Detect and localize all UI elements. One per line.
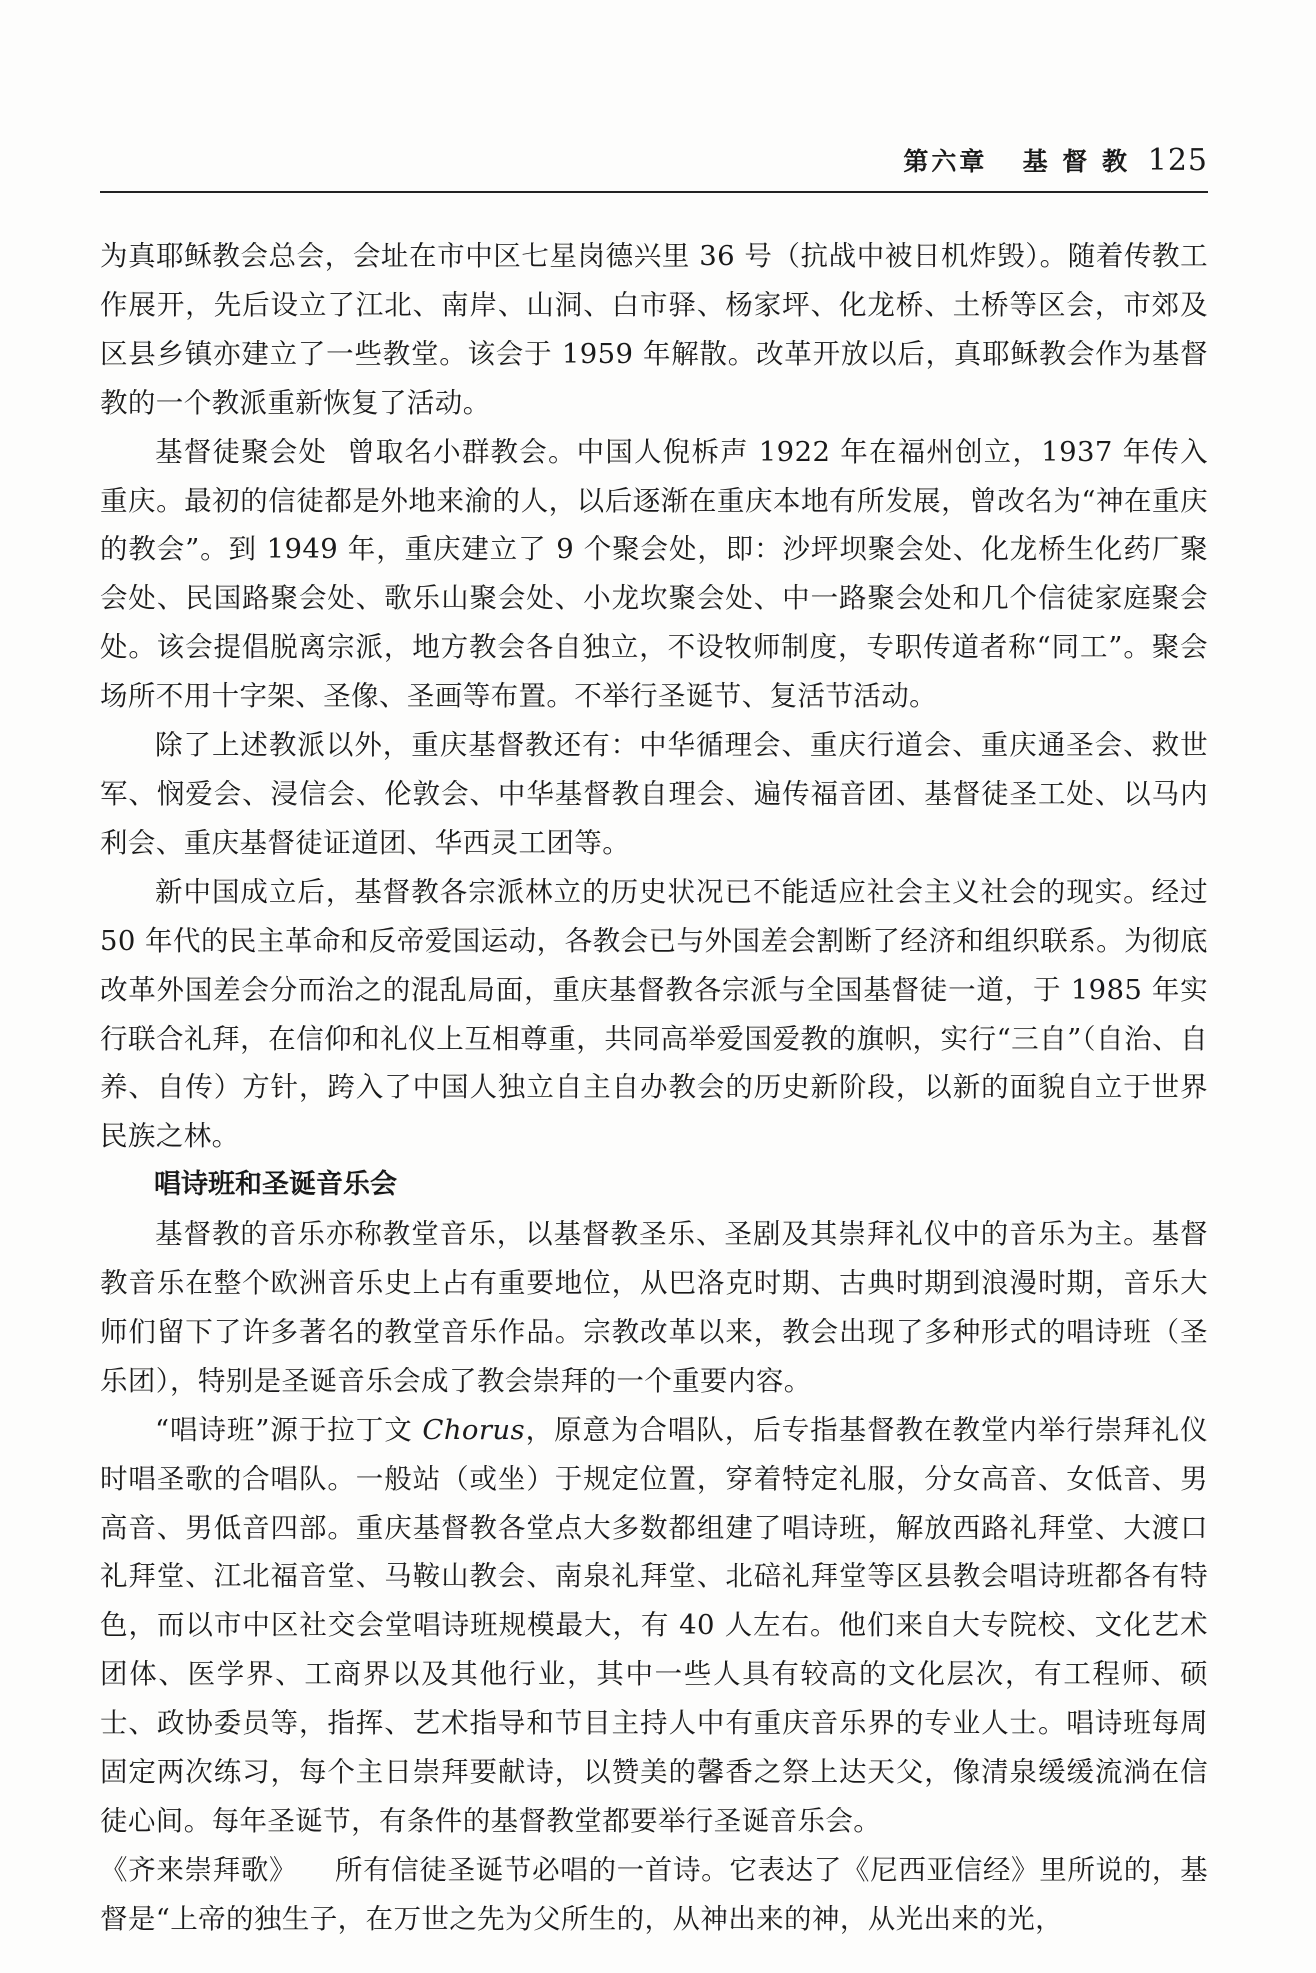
header-rule: [100, 191, 1208, 193]
body-text: [100, 232, 1208, 1944]
paragraph-lead-term: 《齐来崇拜歌》: [100, 1853, 298, 1886]
paragraph-lead-term: 基督徒聚会处: [155, 435, 328, 468]
paragraph-text: ，原意为合唱队，后专指基督教在教堂内举行崇拜礼仪时唱圣歌的合唱队。一般站（或坐）于规定位置，穿着特定礼服，分女高音、女低音、男高音、男低音四部。重庆基督教各堂点大多数都组建了唱诗班，解放西路礼拜堂、大渡口礼拜堂、江北福音堂、马鞍山教会、南泉礼拜堂、北碚礼拜堂等区县教会唱诗班都各有特色，而以市中区社交会堂唱诗班规模最大，有 40 人左右。他们来自大专院校、文化艺术团体、医学界、工商界以及其他行业，其中一些人具有较高的文化层次，有工程师、硕士、政协委员等，指挥、艺术指导和节目主持人中有重庆音乐界的专业人士。唱诗班每周固定两次练习，每个主日崇拜要献诗，以赞美的馨香之祭上达天父，像清泉缓缓流淌在信徒心间。每年圣诞节，有条件的基督教堂都要举行圣诞音乐会。: [100, 1413, 1208, 1837]
paragraph-text: 基督教的音乐亦称教堂音乐，以基督教圣乐、圣剧及其崇拜礼仪中的音乐为主。基督教音乐在整个欧洲音乐史上占有重要地位，从巴洛克时期、古典时期到浪漫时期，音乐大师们留下了许多著名的教堂音乐作品。宗教改革以来，教会出现了多种形式的唱诗班（圣乐团），特别是圣诞音乐会成了教会崇拜的一个重要内容。: [100, 1218, 1208, 1397]
paragraph-new-china: [100, 868, 1208, 1161]
chapter-label: 第六章: [903, 147, 988, 176]
paragraph-hymn: [100, 1846, 1208, 1944]
paragraph-text-pre: “唱诗班”源于拉丁文: [155, 1413, 413, 1446]
running-head: [100, 142, 1208, 192]
paragraph-text: 为真耶稣教会总会，会址在市中区七星岗德兴里 36 号（抗战中被日机炸毁）。随着传教工作展开，先后设立了江北、南岸、山洞、白市驿、杨家坪、化龙桥、土桥等区会，市郊及区县乡镇亦建立了一些教堂。该会于 1959 年解散。改革开放以后，真耶稣教会作为基督教的一个教派重新恢复了活动。: [100, 240, 1208, 419]
paragraph-other-denominations: [100, 721, 1208, 868]
paragraph-text: 除了上述教派以外，重庆基督教还有：中华循理会、重庆行道会、重庆通圣会、救世军、悯爱会、浸信会、伦敦会、中华基督教自理会、遍传福音团、基督徒圣工处、以马内利会、重庆基督徒证道团、华西灵工团等。: [100, 729, 1208, 859]
section-heading: 唱诗班和圣诞音乐会: [154, 1169, 397, 1201]
paragraph-christian-assembly: [100, 428, 1208, 721]
running-head-text: [903, 142, 1208, 178]
paragraph-text: 新中国成立后，基督教各宗派林立的历史状况已不能适应社会主义社会的现实。经过 50 年代的民主革命和反帝爱国运动，各教会已与外国差会割断了经济和组织联系。为彻底改革外国差会分而治之的混乱局面，重庆基督教各宗派与全国基督徒一道，于 1985 年实行联合礼拜，在信仰和礼仪上互相尊重，共同高举爱国爱教的旗帜，实行“三自”（自治、自养、自传）方针，跨入了中国人独立自主自办教会的历史新阶段，以新的面貌自立于世界民族之林。: [100, 875, 1208, 1153]
paragraph-continuation: [100, 232, 1208, 428]
paragraph-church-music: [100, 1210, 1208, 1406]
page-number: 125: [1147, 143, 1208, 178]
chapter-title: 基 督 教: [1022, 147, 1131, 176]
paragraph-text: 所有信徒圣诞节必唱的一首诗。它表达了《尼西亚信经》里所说的，基督是“上帝的独生子，在万世之先为父所生的，从神出来的神，从光出来的光，: [100, 1853, 1208, 1935]
paragraph-choir: [100, 1406, 1208, 1846]
latin-term: Chorus: [422, 1413, 526, 1446]
paragraph-text: 曾取名小群教会。中国人倪柝声 1922 年在福州创立，1937 年传入重庆。最初的信徒都是外地来渝的人，以后逐渐在重庆本地有所发展，曾改名为“神在重庆的教会”。到 1949 年，重庆建立了 9 个聚会处，即：沙坪坝聚会处、化龙桥生化药厂聚会处、民国路聚会处、歌乐山聚会处、小龙坎聚会处、中一路聚会处和几个信徒家庭聚会处。该会提倡脱离宗派，地方教会各自独立，不设牧师制度，专职传道者称“同工”。聚会场所不用十字架、圣像、圣画等布置。不举行圣诞节、复活节活动。: [100, 435, 1208, 713]
